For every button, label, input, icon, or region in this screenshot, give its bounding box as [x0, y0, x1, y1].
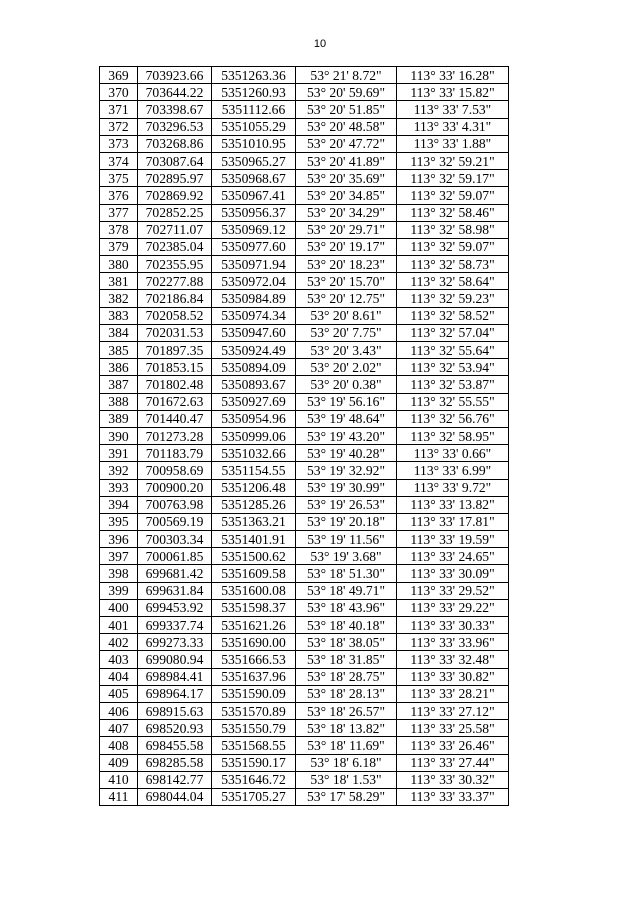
table-row — [100, 548, 509, 565]
point-id-cell: 392 — [100, 462, 138, 479]
northing-cell: 5351055.29 — [212, 118, 296, 135]
easting-cell: 703923.66 — [138, 67, 212, 84]
longitude-cell: 113° 33' 32.48" — [397, 651, 509, 668]
northing-cell: 5350894.09 — [212, 359, 296, 376]
longitude-cell: 113° 33' 24.65" — [397, 548, 509, 565]
coordinates-table — [99, 66, 509, 806]
latitude-cell: 53° 20' 35.69" — [296, 170, 397, 187]
northing-cell: 5351646.72 — [212, 771, 296, 788]
northing-cell: 5351285.26 — [212, 496, 296, 513]
table-row — [100, 479, 509, 496]
point-id-cell: 404 — [100, 668, 138, 685]
table-row — [100, 152, 509, 169]
latitude-cell: 53° 19' 20.18" — [296, 513, 397, 530]
point-id-cell: 376 — [100, 187, 138, 204]
latitude-cell: 53° 20' 41.89" — [296, 152, 397, 169]
northing-cell: 5351550.79 — [212, 720, 296, 737]
easting-cell: 702058.52 — [138, 307, 212, 324]
point-id-cell: 407 — [100, 720, 138, 737]
point-id-cell: 403 — [100, 651, 138, 668]
point-id-cell: 383 — [100, 307, 138, 324]
northing-cell: 5351401.91 — [212, 531, 296, 548]
easting-cell: 701897.35 — [138, 342, 212, 359]
easting-cell: 701273.28 — [138, 427, 212, 444]
longitude-cell: 113° 33' 30.33" — [397, 617, 509, 634]
northing-cell: 5351705.27 — [212, 788, 296, 805]
table-row — [100, 256, 509, 273]
northing-cell: 5351690.00 — [212, 634, 296, 651]
longitude-cell: 113° 32' 58.46" — [397, 204, 509, 221]
easting-cell: 698964.17 — [138, 685, 212, 702]
northing-cell: 5351263.36 — [212, 67, 296, 84]
northing-cell: 5350977.60 — [212, 238, 296, 255]
longitude-cell: 113° 33' 33.37" — [397, 788, 509, 805]
point-id-cell: 391 — [100, 445, 138, 462]
longitude-cell: 113° 33' 13.82" — [397, 496, 509, 513]
easting-cell: 701672.63 — [138, 393, 212, 410]
latitude-cell: 53° 20' 34.29" — [296, 204, 397, 221]
point-id-cell: 411 — [100, 788, 138, 805]
latitude-cell: 53° 19' 32.92" — [296, 462, 397, 479]
easting-cell: 700900.20 — [138, 479, 212, 496]
latitude-cell: 53° 20' 2.02" — [296, 359, 397, 376]
longitude-cell: 113° 33' 4.31" — [397, 118, 509, 135]
longitude-cell: 113° 33' 0.66" — [397, 445, 509, 462]
latitude-cell: 53° 21' 8.72" — [296, 67, 397, 84]
latitude-cell: 53° 18' 43.96" — [296, 599, 397, 616]
northing-cell: 5351621.26 — [212, 617, 296, 634]
easting-cell: 699453.92 — [138, 599, 212, 616]
point-id-cell: 406 — [100, 702, 138, 719]
point-id-cell: 400 — [100, 599, 138, 616]
latitude-cell: 53° 18' 6.18" — [296, 754, 397, 771]
longitude-cell: 113° 32' 58.98" — [397, 221, 509, 238]
easting-cell: 699080.94 — [138, 651, 212, 668]
table-row — [100, 187, 509, 204]
point-id-cell: 405 — [100, 685, 138, 702]
latitude-cell: 53° 18' 28.75" — [296, 668, 397, 685]
table-row — [100, 238, 509, 255]
northing-cell: 5351590.09 — [212, 685, 296, 702]
point-id-cell: 378 — [100, 221, 138, 238]
longitude-cell: 113° 32' 58.64" — [397, 273, 509, 290]
point-id-cell: 396 — [100, 531, 138, 548]
point-id-cell: 370 — [100, 84, 138, 101]
northing-cell: 5350968.67 — [212, 170, 296, 187]
northing-cell: 5351637.96 — [212, 668, 296, 685]
longitude-cell: 113° 33' 30.82" — [397, 668, 509, 685]
point-id-cell: 384 — [100, 324, 138, 341]
latitude-cell: 53° 20' 0.38" — [296, 376, 397, 393]
easting-cell: 703296.53 — [138, 118, 212, 135]
latitude-cell: 53° 18' 38.05" — [296, 634, 397, 651]
longitude-cell: 113° 32' 59.21" — [397, 152, 509, 169]
longitude-cell: 113° 32' 58.95" — [397, 427, 509, 444]
longitude-cell: 113° 32' 55.64" — [397, 342, 509, 359]
easting-cell: 702385.04 — [138, 238, 212, 255]
table-row — [100, 462, 509, 479]
latitude-cell: 53° 19' 40.28" — [296, 445, 397, 462]
easting-cell: 703398.67 — [138, 101, 212, 118]
easting-cell: 702355.95 — [138, 256, 212, 273]
easting-cell: 698915.63 — [138, 702, 212, 719]
table-row — [100, 273, 509, 290]
latitude-cell: 53° 18' 51.30" — [296, 565, 397, 582]
latitude-cell: 53° 19' 26.53" — [296, 496, 397, 513]
easting-cell: 699681.42 — [138, 565, 212, 582]
easting-cell: 700763.98 — [138, 496, 212, 513]
longitude-cell: 113° 33' 7.53" — [397, 101, 509, 118]
easting-cell: 699273.33 — [138, 634, 212, 651]
table-row — [100, 702, 509, 719]
table-row — [100, 342, 509, 359]
easting-cell: 703268.86 — [138, 135, 212, 152]
table-row — [100, 118, 509, 135]
latitude-cell: 53° 19' 43.20" — [296, 427, 397, 444]
northing-cell: 5350974.34 — [212, 307, 296, 324]
longitude-cell: 113° 33' 17.81" — [397, 513, 509, 530]
easting-cell: 703087.64 — [138, 152, 212, 169]
easting-cell: 702711.07 — [138, 221, 212, 238]
point-id-cell: 373 — [100, 135, 138, 152]
easting-cell: 701440.47 — [138, 410, 212, 427]
northing-cell: 5351590.17 — [212, 754, 296, 771]
northing-cell: 5350956.37 — [212, 204, 296, 221]
northing-cell: 5351500.62 — [212, 548, 296, 565]
latitude-cell: 53° 17' 58.29" — [296, 788, 397, 805]
table-row — [100, 67, 509, 84]
point-id-cell: 394 — [100, 496, 138, 513]
northing-cell: 5350967.41 — [212, 187, 296, 204]
latitude-cell: 53° 20' 3.43" — [296, 342, 397, 359]
easting-cell: 698044.04 — [138, 788, 212, 805]
longitude-cell: 113° 33' 16.28" — [397, 67, 509, 84]
longitude-cell: 113° 33' 15.82" — [397, 84, 509, 101]
longitude-cell: 113° 33' 30.09" — [397, 565, 509, 582]
table-row — [100, 788, 509, 805]
northing-cell: 5351154.55 — [212, 462, 296, 479]
easting-cell: 698142.77 — [138, 771, 212, 788]
latitude-cell: 53° 20' 8.61" — [296, 307, 397, 324]
longitude-cell: 113° 32' 55.55" — [397, 393, 509, 410]
northing-cell: 5350969.12 — [212, 221, 296, 238]
table-row — [100, 754, 509, 771]
point-id-cell: 401 — [100, 617, 138, 634]
latitude-cell: 53° 20' 47.72" — [296, 135, 397, 152]
table-row — [100, 513, 509, 530]
easting-cell: 702869.92 — [138, 187, 212, 204]
point-id-cell: 408 — [100, 737, 138, 754]
easting-cell: 698455.58 — [138, 737, 212, 754]
table-row — [100, 582, 509, 599]
latitude-cell: 53° 18' 40.18" — [296, 617, 397, 634]
longitude-cell: 113° 33' 6.99" — [397, 462, 509, 479]
longitude-cell: 113° 33' 33.96" — [397, 634, 509, 651]
easting-cell: 702031.53 — [138, 324, 212, 341]
point-id-cell: 371 — [100, 101, 138, 118]
table-row — [100, 307, 509, 324]
latitude-cell: 53° 18' 31.85" — [296, 651, 397, 668]
longitude-cell: 113° 33' 25.58" — [397, 720, 509, 737]
longitude-cell: 113° 32' 58.52" — [397, 307, 509, 324]
table-row — [100, 427, 509, 444]
table-row — [100, 393, 509, 410]
longitude-cell: 113° 32' 57.04" — [397, 324, 509, 341]
point-id-cell: 375 — [100, 170, 138, 187]
latitude-cell: 53° 20' 29.71" — [296, 221, 397, 238]
easting-cell: 701853.15 — [138, 359, 212, 376]
northing-cell: 5351010.95 — [212, 135, 296, 152]
longitude-cell: 113° 33' 29.52" — [397, 582, 509, 599]
easting-cell: 703644.22 — [138, 84, 212, 101]
northing-cell: 5350971.94 — [212, 256, 296, 273]
northing-cell: 5351598.37 — [212, 599, 296, 616]
latitude-cell: 53° 18' 11.69" — [296, 737, 397, 754]
northing-cell: 5351260.93 — [212, 84, 296, 101]
latitude-cell: 53° 19' 56.16" — [296, 393, 397, 410]
point-id-cell: 377 — [100, 204, 138, 221]
easting-cell: 700061.85 — [138, 548, 212, 565]
table-row — [100, 135, 509, 152]
table-row — [100, 617, 509, 634]
northing-cell: 5351363.21 — [212, 513, 296, 530]
longitude-cell: 113° 33' 30.32" — [397, 771, 509, 788]
table-row — [100, 668, 509, 685]
longitude-cell: 113° 32' 59.17" — [397, 170, 509, 187]
longitude-cell: 113° 32' 59.07" — [397, 187, 509, 204]
longitude-cell: 113° 32' 59.23" — [397, 290, 509, 307]
table-row — [100, 599, 509, 616]
longitude-cell: 113° 32' 58.73" — [397, 256, 509, 273]
northing-cell: 5351032.66 — [212, 445, 296, 462]
table-row — [100, 376, 509, 393]
table-row — [100, 531, 509, 548]
latitude-cell: 53° 19' 48.64" — [296, 410, 397, 427]
point-id-cell: 395 — [100, 513, 138, 530]
northing-cell: 5351206.48 — [212, 479, 296, 496]
easting-cell: 701802.48 — [138, 376, 212, 393]
latitude-cell: 53° 20' 12.75" — [296, 290, 397, 307]
northing-cell: 5351600.08 — [212, 582, 296, 599]
longitude-cell: 113° 32' 53.94" — [397, 359, 509, 376]
latitude-cell: 53° 19' 30.99" — [296, 479, 397, 496]
easting-cell: 699631.84 — [138, 582, 212, 599]
latitude-cell: 53° 18' 26.57" — [296, 702, 397, 719]
point-id-cell: 410 — [100, 771, 138, 788]
latitude-cell: 53° 20' 18.23" — [296, 256, 397, 273]
point-id-cell: 379 — [100, 238, 138, 255]
latitude-cell: 53° 18' 49.71" — [296, 582, 397, 599]
easting-cell: 702895.97 — [138, 170, 212, 187]
latitude-cell: 53° 18' 1.53" — [296, 771, 397, 788]
easting-cell: 702277.88 — [138, 273, 212, 290]
longitude-cell: 113° 33' 29.22" — [397, 599, 509, 616]
longitude-cell: 113° 33' 27.44" — [397, 754, 509, 771]
point-id-cell: 388 — [100, 393, 138, 410]
table-row — [100, 634, 509, 651]
easting-cell: 700303.34 — [138, 531, 212, 548]
easting-cell: 698285.58 — [138, 754, 212, 771]
easting-cell: 700958.69 — [138, 462, 212, 479]
latitude-cell: 53° 20' 19.17" — [296, 238, 397, 255]
northing-cell: 5350947.60 — [212, 324, 296, 341]
table-row — [100, 204, 509, 221]
easting-cell: 698520.93 — [138, 720, 212, 737]
longitude-cell: 113° 33' 27.12" — [397, 702, 509, 719]
easting-cell: 701183.79 — [138, 445, 212, 462]
northing-cell: 5350954.96 — [212, 410, 296, 427]
latitude-cell: 53° 20' 59.69" — [296, 84, 397, 101]
latitude-cell: 53° 18' 28.13" — [296, 685, 397, 702]
northing-cell: 5351666.53 — [212, 651, 296, 668]
latitude-cell: 53° 18' 13.82" — [296, 720, 397, 737]
easting-cell: 698984.41 — [138, 668, 212, 685]
latitude-cell: 53° 20' 7.75" — [296, 324, 397, 341]
point-id-cell: 398 — [100, 565, 138, 582]
northing-cell: 5351570.89 — [212, 702, 296, 719]
table-row — [100, 771, 509, 788]
table-row — [100, 410, 509, 427]
point-id-cell: 386 — [100, 359, 138, 376]
latitude-cell: 53° 19' 11.56" — [296, 531, 397, 548]
point-id-cell: 380 — [100, 256, 138, 273]
northing-cell: 5351568.55 — [212, 737, 296, 754]
latitude-cell: 53° 19' 3.68" — [296, 548, 397, 565]
table-row — [100, 737, 509, 754]
longitude-cell: 113° 33' 9.72" — [397, 479, 509, 496]
longitude-cell: 113° 33' 26.46" — [397, 737, 509, 754]
table-row — [100, 101, 509, 118]
easting-cell: 700569.19 — [138, 513, 212, 530]
longitude-cell: 113° 32' 59.07" — [397, 238, 509, 255]
table-row — [100, 359, 509, 376]
point-id-cell: 397 — [100, 548, 138, 565]
table-row — [100, 720, 509, 737]
northing-cell: 5350924.49 — [212, 342, 296, 359]
longitude-cell: 113° 32' 53.87" — [397, 376, 509, 393]
longitude-cell: 113° 33' 19.59" — [397, 531, 509, 548]
coordinates-table-body — [100, 67, 509, 806]
table-row — [100, 685, 509, 702]
latitude-cell: 53° 20' 48.58" — [296, 118, 397, 135]
point-id-cell: 385 — [100, 342, 138, 359]
latitude-cell: 53° 20' 15.70" — [296, 273, 397, 290]
point-id-cell: 389 — [100, 410, 138, 427]
northing-cell: 5350984.89 — [212, 290, 296, 307]
northing-cell: 5350965.27 — [212, 152, 296, 169]
easting-cell: 699337.74 — [138, 617, 212, 634]
latitude-cell: 53° 20' 51.85" — [296, 101, 397, 118]
latitude-cell: 53° 20' 34.85" — [296, 187, 397, 204]
point-id-cell: 372 — [100, 118, 138, 135]
page-number: 10 — [313, 38, 327, 50]
northing-cell: 5350972.04 — [212, 273, 296, 290]
point-id-cell: 399 — [100, 582, 138, 599]
point-id-cell: 393 — [100, 479, 138, 496]
northing-cell: 5350927.69 — [212, 393, 296, 410]
point-id-cell: 369 — [100, 67, 138, 84]
northing-cell: 5350999.06 — [212, 427, 296, 444]
table-row — [100, 496, 509, 513]
longitude-cell: 113° 33' 28.21" — [397, 685, 509, 702]
northing-cell: 5351609.58 — [212, 565, 296, 582]
point-id-cell: 387 — [100, 376, 138, 393]
point-id-cell: 374 — [100, 152, 138, 169]
table-row — [100, 84, 509, 101]
northing-cell: 5350893.67 — [212, 376, 296, 393]
table-row — [100, 324, 509, 341]
longitude-cell: 113° 32' 56.76" — [397, 410, 509, 427]
easting-cell: 702186.84 — [138, 290, 212, 307]
point-id-cell: 390 — [100, 427, 138, 444]
easting-cell: 702852.25 — [138, 204, 212, 221]
table-row — [100, 221, 509, 238]
point-id-cell: 409 — [100, 754, 138, 771]
table-row — [100, 565, 509, 582]
point-id-cell: 382 — [100, 290, 138, 307]
longitude-cell: 113° 33' 1.88" — [397, 135, 509, 152]
table-row — [100, 290, 509, 307]
table-row — [100, 170, 509, 187]
point-id-cell: 381 — [100, 273, 138, 290]
point-id-cell: 402 — [100, 634, 138, 651]
northing-cell: 5351112.66 — [212, 101, 296, 118]
table-row — [100, 651, 509, 668]
table-row — [100, 445, 509, 462]
